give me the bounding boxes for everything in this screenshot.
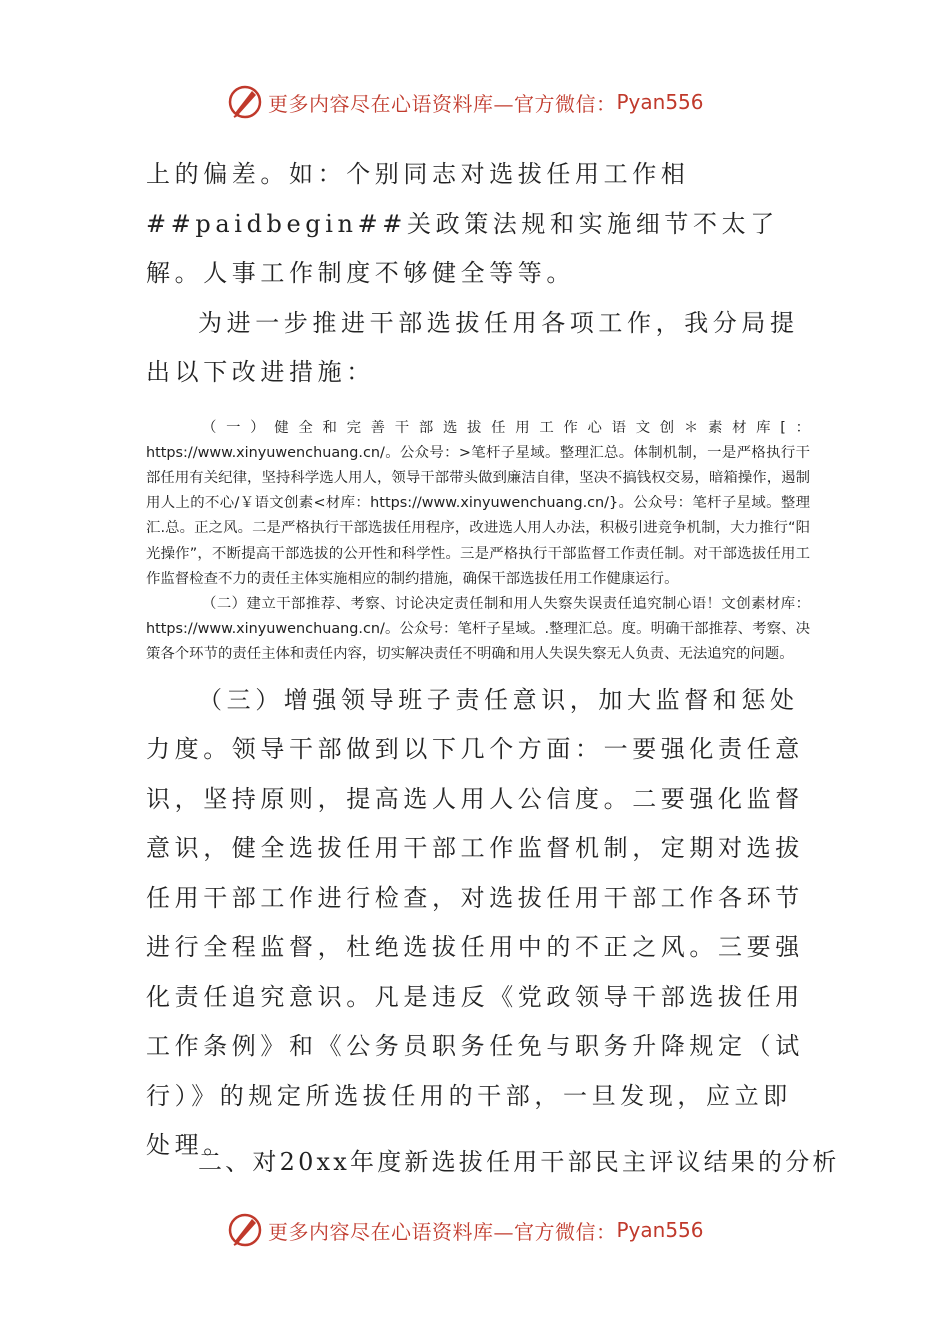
banner-wechat-id: Pyan556 bbox=[616, 90, 704, 114]
document-body bbox=[146, 150, 810, 1171]
header-banner bbox=[226, 82, 726, 122]
paragraph-5: （三）增强领导班子责任意识，加大监督和惩处力度。领导干部做到以下几个方面：一要强化责任意识，坚持原则，提高选人用人公信度。二要强化监督意识，健全选拔任用干部工作监督机制，定期对选拔任用干部工作进行检查，对选拔任用干部工作各环节进行全程监督，杜绝选拔任用中的不正之风。三要强化责任追究意识。凡是违反《党政领导干部选拔任用工作条例》和《公务员职务任免与职务升降规定（试行）》的规定所选拔任用的干部，一旦发现，应立即处理。 bbox=[146, 685, 804, 1160]
paragraph-3: （一）健全和完善干部选拔任用工作心语文创＊素材库[：https://www.xinyuwenchuang.cn/。公众号：>笔杆子星域。整理汇总。体制机制，一是严格执行干部任用有关纪律，坚持科学选人用人，领导干部带头做到廉洁自律，坚决不搞钱权交易，暗箱操作，遏制用人上的不心/￥语文创素<材库：https://www.xinyuwenchuang.cn/}。公众号：笔杆子星域。整理汇.总。正之风。二是严格执行干部选拔任用程序，改进选人用人办法，积极引进竞争机制，大力推行“阳光操作”，不断提高干部选拔的公开性和科学性。三是严格执行干部监督工作责任制。对干部选拔任用工作监督检查不力的责任主体实施相应的制约措施，确保干部选拔任用工作健康运行。 bbox=[146, 419, 810, 587]
footer-banner bbox=[226, 1210, 726, 1250]
paragraph-4: （二）建立干部推荐、考察、讨论决定责任制和用人失察失误责任追究制心语！文创素材库：https://www.xinyuwenchuang.cn/。公众号：笔杆子星域。.整理汇总。度。明确干部推荐、考察、决策各个环节的责任主体和责任内容，切实解决责任不明确和用人失误失察无人负责、无法追究的问题。 bbox=[146, 595, 810, 663]
paragraph-1: 上的偏差。如：个别同志对选拔任用工作相##paidbegin##关政策法规和实施细节不太了解。人事工作制度不够健全等等。 bbox=[146, 160, 779, 287]
banner-text: 更多内容尽在心语资料库—官方微信： bbox=[268, 91, 617, 116]
quill-pen-logo-icon bbox=[226, 1211, 264, 1249]
banner-wechat-id: Pyan556 bbox=[616, 1218, 704, 1242]
paragraph-2: 为进一步推进干部选拔任用各项工作，我分局提出以下改进措施： bbox=[146, 308, 799, 386]
quill-pen-logo-icon bbox=[226, 83, 264, 121]
banner-text: 更多内容尽在心语资料库—官方微信： bbox=[268, 1219, 617, 1244]
section-heading: 二、对20xx年度新选拔任用干部民主评议结果的分析 bbox=[198, 1148, 840, 1176]
